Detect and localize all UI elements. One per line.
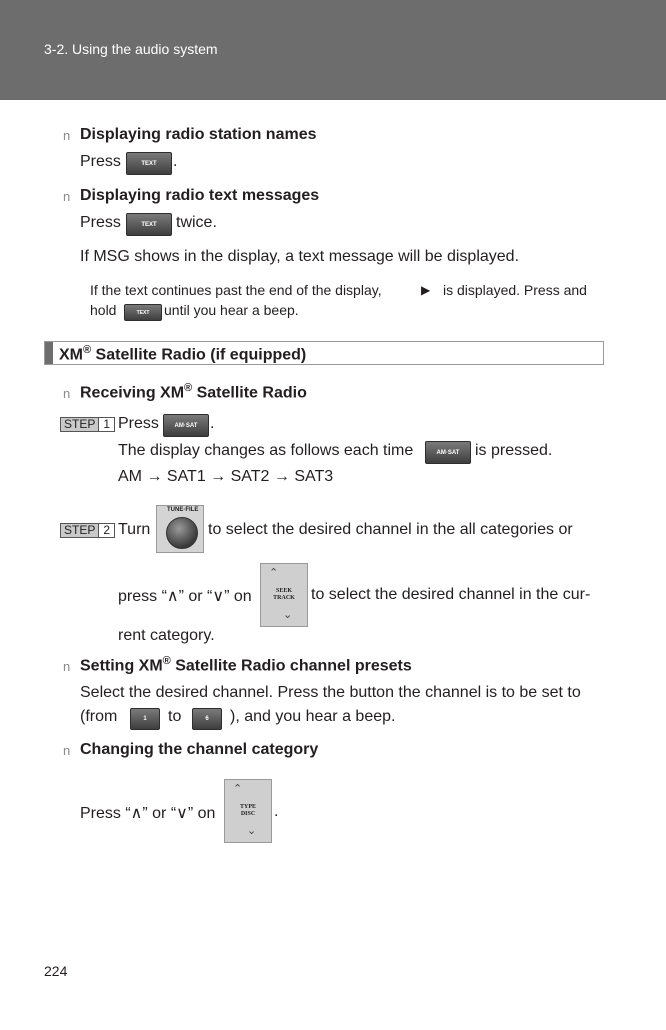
press-text: Press <box>80 214 121 231</box>
tune-file-knob-icon: TUNE·FILE <box>156 505 204 553</box>
text-button-icon: TEXT <box>126 213 172 236</box>
chevron-up-icon: ⌃ <box>233 783 243 795</box>
press-text: Press <box>80 153 121 170</box>
note-hold: hold <box>90 302 117 318</box>
preset-1-button-icon: 1 <box>130 708 160 730</box>
page-header <box>0 0 666 100</box>
header-title: 3-2. Using the audio system <box>44 41 218 57</box>
text-button-icon: TEXT <box>126 152 172 175</box>
play-arrow-icon: ▶ <box>421 283 431 297</box>
heading-channel-category: Changing the channel category <box>80 741 319 758</box>
page-number: 224 <box>44 963 68 979</box>
presets-line-1: Select the desired channel. Press the button the channel is to be set to <box>80 684 581 701</box>
am-sat-button-icon: AM·SAT <box>425 441 471 464</box>
am-sat-button-icon: AM·SAT <box>163 414 209 437</box>
display-changes-b: is pressed. <box>475 442 553 459</box>
heading-channel-presets: Setting XM® Satellite Radio channel presets <box>80 655 412 675</box>
press-text: Press <box>118 415 159 432</box>
section-title-bar <box>44 341 604 365</box>
bullet-marker: n <box>63 386 71 401</box>
heading-station-names: Displaying radio station names <box>80 126 317 143</box>
press-updown-text: Press “∧” or “∨” on <box>80 805 216 822</box>
note-text-b: is displayed. Press and <box>443 282 587 298</box>
bullet-marker: n <box>63 743 71 758</box>
period: . <box>210 415 215 432</box>
heading-text-messages: Displaying radio text messages <box>80 187 320 204</box>
text-button-icon: TEXT <box>124 304 162 321</box>
twice-text: twice. <box>176 214 217 231</box>
chevron-down-icon: ⌄ <box>247 825 257 837</box>
period: . <box>173 153 178 170</box>
band-sequence: AM → SAT1 → SAT2 → SAT3 <box>118 468 334 485</box>
rent-category-text: rent category. <box>118 627 215 644</box>
chevron-down-icon: ⌄ <box>283 609 293 621</box>
note-text-a: If the text continues past the end of the display, <box>90 282 382 298</box>
step-2-badge: STEP 2 <box>60 523 115 538</box>
section-title: XM® Satellite Radio (if equipped) <box>59 344 307 364</box>
heading-receiving-xm: Receiving XM® Satellite Radio <box>80 382 307 402</box>
chevron-up-icon: ⌃ <box>269 567 279 579</box>
msg-line: If MSG shows in the display, a text message will be displayed. <box>80 248 520 265</box>
to-text: to <box>168 708 182 725</box>
step-1-badge: STEP 1 <box>60 417 115 432</box>
section-accent <box>45 342 53 364</box>
period: . <box>274 803 279 820</box>
preset-6-button-icon: 6 <box>192 708 222 730</box>
from-text: (from <box>80 708 118 725</box>
display-changes-a: The display changes as follows each time <box>118 442 414 459</box>
select-channel-text: to select the desired channel in the cur- <box>311 586 591 603</box>
bullet-marker: n <box>63 189 71 204</box>
turn-rest-text: to select the desired channel in the all categories or <box>208 521 573 538</box>
type-disc-rocker-icon: ⌃ TYPE DISC ⌄ <box>224 779 272 843</box>
bullet-marker: n <box>63 128 71 143</box>
beep-text: ), and you hear a beep. <box>230 708 396 725</box>
bullet-marker: n <box>63 659 71 674</box>
turn-text: Turn <box>118 521 151 538</box>
note-text-c: until you hear a beep. <box>164 302 299 318</box>
press-updown-text: press “∧” or “∨” on <box>118 588 252 605</box>
seek-track-rocker-icon: ⌃ SEEK TRACK ⌄ <box>260 563 308 627</box>
